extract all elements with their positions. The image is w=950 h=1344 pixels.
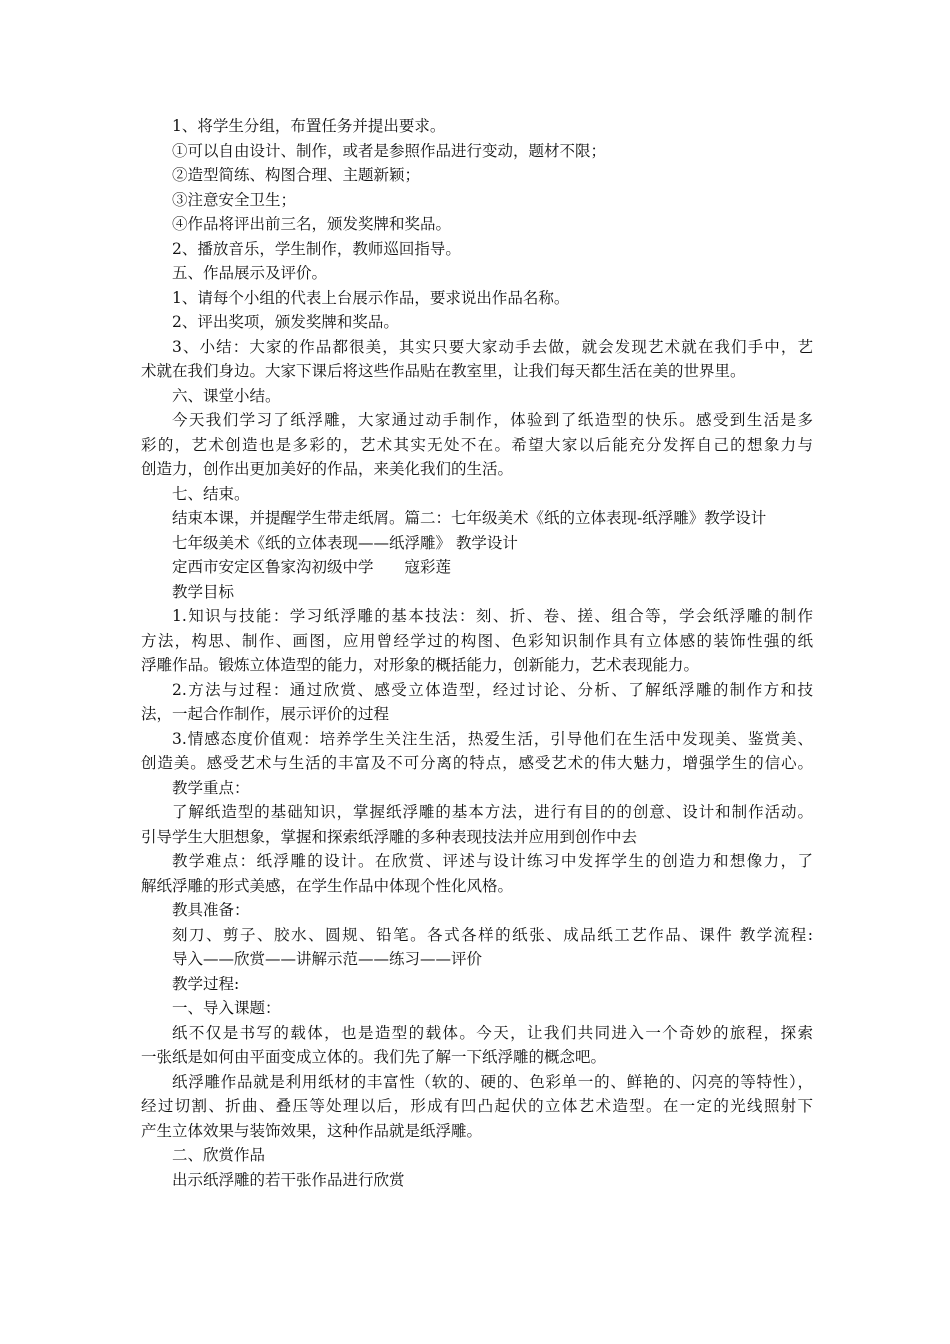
text-line: 浮雕作品。锻炼立体造型的能力，对形象的概括能力，创新能力，艺术表现能力。 xyxy=(141,656,700,674)
text-line: 定西市安定区鲁家沟初级中学 寇彩莲 xyxy=(172,558,452,576)
text-line: 经过切割、折曲、叠压等处理以后，形成有凹凸起伏的立体艺术造型。在一定的光线照射下 xyxy=(141,1097,813,1115)
text-line: 3.情感态度价值观：培养学生关注生活，热爱生活，引导他们在生活中发现美、鉴赏美、 xyxy=(172,729,813,748)
text-line: 1、将学生分组，布置任务并提出要求。 xyxy=(172,117,446,135)
document-page xyxy=(141,114,813,1192)
text-line: 教具准备： xyxy=(172,901,250,919)
text-line: 结束本课，并提醒学生带走纸屑。篇二：七年级美术《纸的立体表现-纸浮雕》教学设计 xyxy=(172,509,767,527)
text-line: 纸浮雕作品就是利用纸材的丰富性（软的、硬的、色彩单一的、鲜艳的、闪亮的等特性）， xyxy=(172,1072,813,1091)
text-line: 六、课堂小结。 xyxy=(172,386,281,405)
text-line: 一张纸是如何由平面变成立体的。我们先了解一下纸浮雕的概念吧。 xyxy=(141,1048,607,1066)
text-line: 七年级美术《纸的立体表现——纸浮雕》 教学设计 xyxy=(172,533,518,552)
text-line: 七、结束。 xyxy=(172,484,250,503)
text-line: 一、导入课题： xyxy=(172,999,281,1017)
text-line: 彩的，艺术创造也是多彩的，艺术其实无处不在。希望大家以后能充分发挥自己的想象力与 xyxy=(141,435,813,454)
text-line: 刻刀、剪子、胶水、圆规、铅笔。各式各样的纸张、成品纸工艺作品、课件 教学流程: xyxy=(172,925,813,944)
text-line: 产生立体效果与装饰效果，这种作品就是纸浮雕。 xyxy=(141,1121,483,1140)
text-line: 创造美。感受艺术与生活的丰富及不可分离的特点，感受艺术的伟大魅力，增强学生的信心。 xyxy=(141,754,813,772)
text-line: ④作品将评出前三名，颁发奖牌和奖品。 xyxy=(172,215,452,233)
text-line: 2、评出奖项，颁发奖牌和奖品。 xyxy=(172,313,399,331)
text-line: 五、作品展示及评价。 xyxy=(172,264,328,282)
text-line: 创造力，创作出更加美好的作品，来美化我们的生活。 xyxy=(141,460,514,478)
text-line: 引导学生大胆想象，掌握和探索纸浮雕的多种表现技法并应用到创作中去 xyxy=(141,827,638,846)
text-line: ②造型简练、构图合理、主题新颖； xyxy=(172,166,421,184)
text-line: 二、欣赏作品 xyxy=(172,1146,266,1164)
text-line: 1.知识与技能：学习纸浮雕的基本技法：刻、折、卷、搓、组合等，学会纸浮雕的制作 xyxy=(172,607,813,625)
text-line: 教学重点： xyxy=(172,778,250,797)
text-line: 导入——欣赏——讲解示范——练习——评价 xyxy=(172,950,483,968)
text-line: 法，一起合作制作，展示评价的过程 xyxy=(141,705,390,723)
text-line: ①可以自由设计、制作，或者是参照作品进行变动，题材不限； xyxy=(172,141,607,160)
text-line: 3、小结：大家的作品都很美，其实只要大家动手去做，就会发现艺术就在我们手中，艺 xyxy=(172,337,813,356)
text-line: ③注意安全卫生； xyxy=(172,190,297,209)
text-line: 方法，构思、制作、画图，应用曾经学过的构图、色彩知识制作具有立体感的装饰性强的纸 xyxy=(141,631,813,650)
text-line: 教学目标 xyxy=(172,582,235,601)
text-line: 1、请每个小组的代表上台展示作品，要求说出作品名称。 xyxy=(172,288,570,307)
text-line: 2.方法与过程：通过欣赏、感受立体造型，经过讨论、分析、了解纸浮雕的制作方和技 xyxy=(172,680,813,699)
text-line: 了解纸造型的基础知识，掌握纸浮雕的基本方法，进行有目的的创意、设计和制作活动。 xyxy=(172,803,813,821)
text-line: 解纸浮雕的形式美感，在学生作品中体现个性化风格。 xyxy=(141,876,514,895)
text-line: 术就在我们身边。大家下课后将这些作品贴在教室里，让我们每天都生活在美的世界里。 xyxy=(141,362,746,380)
text-line: 出示纸浮雕的若干张作品进行欣赏 xyxy=(172,1170,405,1189)
text-line: 教学难点：纸浮雕的设计。在欣赏、评述与设计练习中发挥学生的创造力和想像力，了 xyxy=(172,852,813,870)
text-line: 今天我们学习了纸浮雕，大家通过动手制作，体验到了纸造型的快乐。感受到生活是多 xyxy=(172,411,813,429)
text-line: 教学过程: xyxy=(172,974,240,993)
text-line: 纸不仅是书写的载体，也是造型的载体。今天，让我们共同进入一个奇妙的旅程，探索 xyxy=(172,1023,813,1042)
text-line: 2、播放音乐，学生制作，教师巡回指导。 xyxy=(172,239,461,258)
